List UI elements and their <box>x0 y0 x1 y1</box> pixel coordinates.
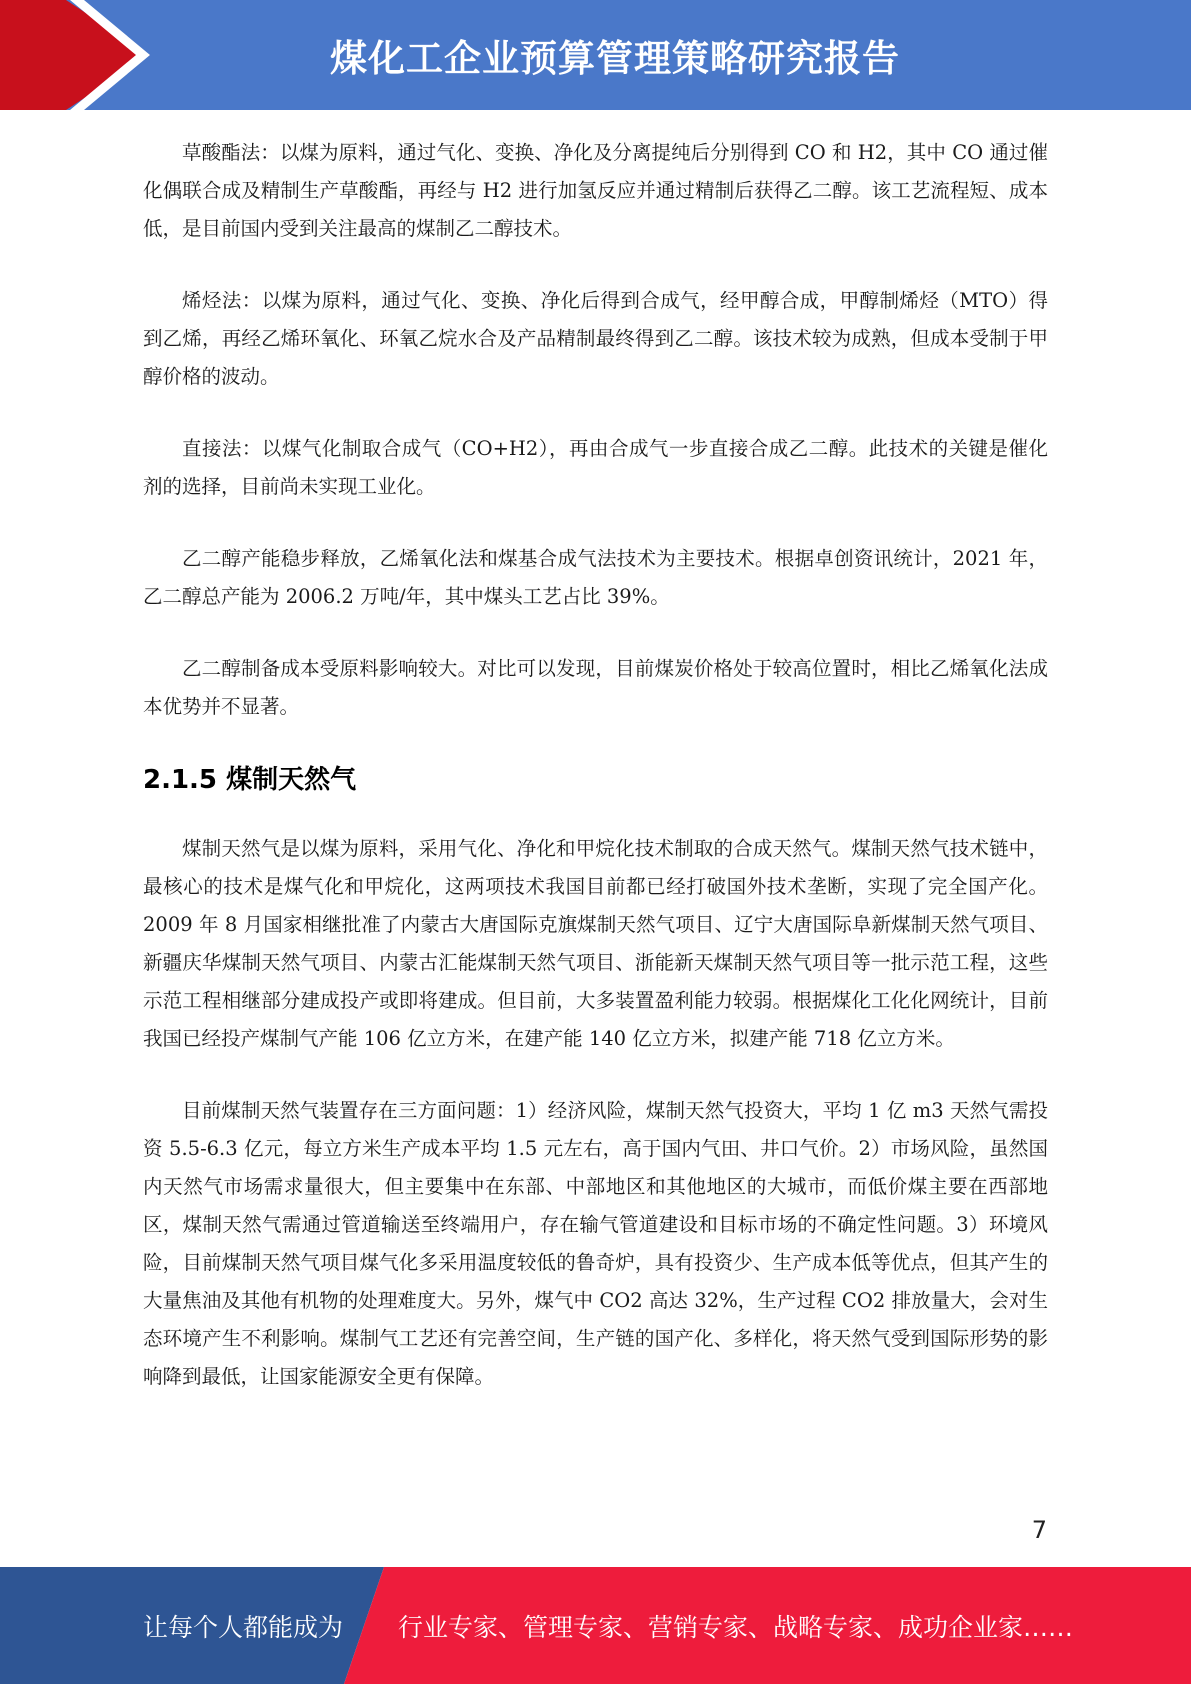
paragraph-coal-to-gas-problems: 目前煤制天然气装置存在三方面问题：1）经济风险，煤制天然气投资大，平均 1 亿 m3 天然气需投资 5.5-6.3 亿元，每立方米生产成本平均 1.5 元左右，高于国内气田、井口气价。2）市场风险，虽然国内天然气市场需求量很大，但主要集中在东部、中部地区和其他地区的大城市，而低价煤主要在西部地区，煤制天然气需通过管道输送至终端用户，存在输气管道建设和目标市场的不确定性问题。3）环境风险，目前煤制天然气项目煤气化多采用温度较低的鲁奇炉，具有投资少、生产成本低等优点，但其产生的大量焦油及其他有机物的处理难度大。另外，煤气中 CO2 高达 32%，生产过程 CO2 排放量大，会对生态环境产生不利影响。煤制气工艺还有完善空间，生产链的国产化、多样化，将天然气受到国际形势的影响降到最低，让国家能源安全更有保障。 <box>143 1099 1048 1388</box>
paragraph-coal-to-gas-intro: 煤制天然气是以煤为原料，采用气化、净化和甲烷化技术制取的合成天然气。煤制天然气技术链中，最核心的技术是煤气化和甲烷化，这两项技术我国目前都已经打破国外技术垄断，实现了完全国产化。2009 年 8 月国家相继批准了内蒙古大唐国际克旗煤制天然气项目、辽宁大唐国际阜新煤制天然气项目、新疆庆华煤制天然气项目、内蒙古汇能煤制天然气项目、浙能新天煤制天然气项目等一批示范工程，这些示范工程相继部分建成投产或即将建成。但目前，大多装置盈利能力较弱。根据煤化工化化网统计，目前我国已经投产煤制气产能 106 亿立方米，在建产能 140 亿立方米，拟建产能 718 亿立方米。 <box>143 837 1048 1050</box>
paragraph-olefin-method: 烯烃法：以煤为原料，通过气化、变换、净化后得到合成气，经甲醇合成，甲醇制烯烃（MTO）得到乙烯，再经乙烯环氧化、环氧乙烷水合及产品精制最终得到乙二醇。该技术较为成熟，但成本受制于甲醇价格的波动。 <box>143 289 1048 388</box>
page-footer <box>0 1567 1191 1684</box>
paragraph-ethylene-glycol-capacity: 乙二醇产能稳步释放，乙烯氧化法和煤基合成气法技术为主要技术。根据卓创资讯统计，2021 年，乙二醇总产能为 2006.2 万吨/年，其中煤头工艺占比 39%。 <box>143 547 1048 608</box>
document-title: 煤化工企业预算管理策略研究报告 <box>330 37 900 80</box>
paragraph-direct-method: 直接法：以煤气化制取合成气（CO+H2），再由合成气一步直接合成乙二醇。此技术的关键是催化剂的选择，目前尚未实现工业化。 <box>143 437 1048 498</box>
main-content <box>143 134 1048 1430</box>
footer-slogan-right: 行业专家、管理专家、营销专家、战略专家、成功企业家…… <box>398 1612 1074 1642</box>
page-header <box>0 0 1191 110</box>
paragraph-ethylene-glycol-cost: 乙二醇制备成本受原料影响较大。对比可以发现，目前煤炭价格处于较高位置时，相比乙烯氧化法成本优势并不显著。 <box>143 657 1048 718</box>
page-number: 7 <box>1031 1516 1047 1544</box>
footer-slogan-left: 让每个人都能成为 <box>143 1612 344 1642</box>
paragraph-oxalate-method: 草酸酯法：以煤为原料，通过气化、变换、净化及分离提纯后分别得到 CO 和 H2，其中 CO 通过催化偶联合成及精制生产草酸酯，再经与 H2 进行加氢反应并通过精制后获得乙二醇。该工艺流程短、成本低，是目前国内受到关注最高的煤制乙二醇技术。 <box>143 141 1048 240</box>
section-heading: 2.1.5 煤制天然气 <box>143 765 357 795</box>
